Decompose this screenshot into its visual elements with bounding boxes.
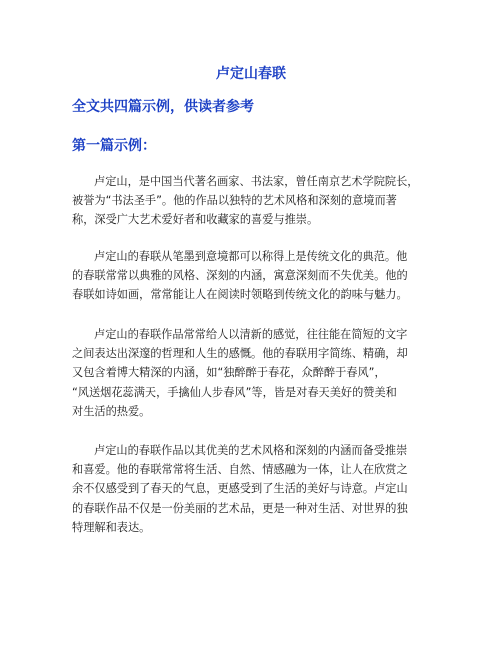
paragraph-line: 余不仅感受到了春天的气息，更感受到了生活的美好与诗意。卢定山: [72, 482, 408, 496]
paragraph-2: [72, 247, 442, 305]
paragraph-line: 卢定山，是中国当代著名画家、书法家，曾任南京艺术学院院长，: [94, 175, 419, 188]
paragraph-line: 卢定山的春联作品以其优美的艺术风格和深刻的内涵而备受推崇: [94, 444, 408, 457]
paragraph-line: 对生活的热爱。: [72, 404, 151, 418]
paragraph-line: 又包含着博大精深的内涵，如“独醉醉于春花，众醉醉于春风”，: [72, 366, 386, 380]
paragraph-line: 和喜爱。他的春联常常将生活、自然、情感融为一体，让人在欣赏之: [72, 463, 408, 477]
document-title: 卢定山春联: [216, 66, 286, 82]
paragraph-line: 之间表达出深邃的哲理和人生的感慨。他的春联用字简练、精确，却: [72, 347, 408, 361]
paragraph-1: [72, 172, 442, 230]
paragraph-line: “风送烟花蕊满天，手擒仙人步春风”等，皆是对春天美好的赞美和: [72, 385, 397, 399]
paragraph-4: [72, 441, 442, 537]
document-subtitle: 全文共四篇示例，供读者参考: [72, 99, 254, 115]
paragraph-line: 的春联作品不仅是一份美丽的艺术品，更是一种对生活、对世界的独: [72, 501, 408, 515]
paragraph-3: [72, 325, 442, 421]
section-heading: 第一篇示例：: [72, 138, 156, 154]
paragraph-line: 的春联常常以典雅的风格、深刻的内涵，寓意深刻而不失优美。他的: [72, 269, 408, 283]
paragraph-line: 特理解和表达。: [72, 520, 151, 534]
paragraph-line: 春联如诗如画，常常能让人在阅读时领略到传统文化的韵味与魅力。: [72, 288, 408, 302]
paragraph-line: 卢定山的春联从笔墨到意境都可以称得上是传统文化的典范。他: [94, 250, 408, 263]
paragraph-line: 被誉为“书法圣手”。他的作品以独特的艺术风格和深刻的意境而著: [72, 194, 397, 208]
paragraph-line: 称，深受广大艺术爱好者和收藏家的喜爱与推崇。: [72, 213, 319, 227]
paragraph-line: 卢定山的春联作品常常给人以清新的感觉，往往能在简短的文字: [94, 328, 408, 341]
